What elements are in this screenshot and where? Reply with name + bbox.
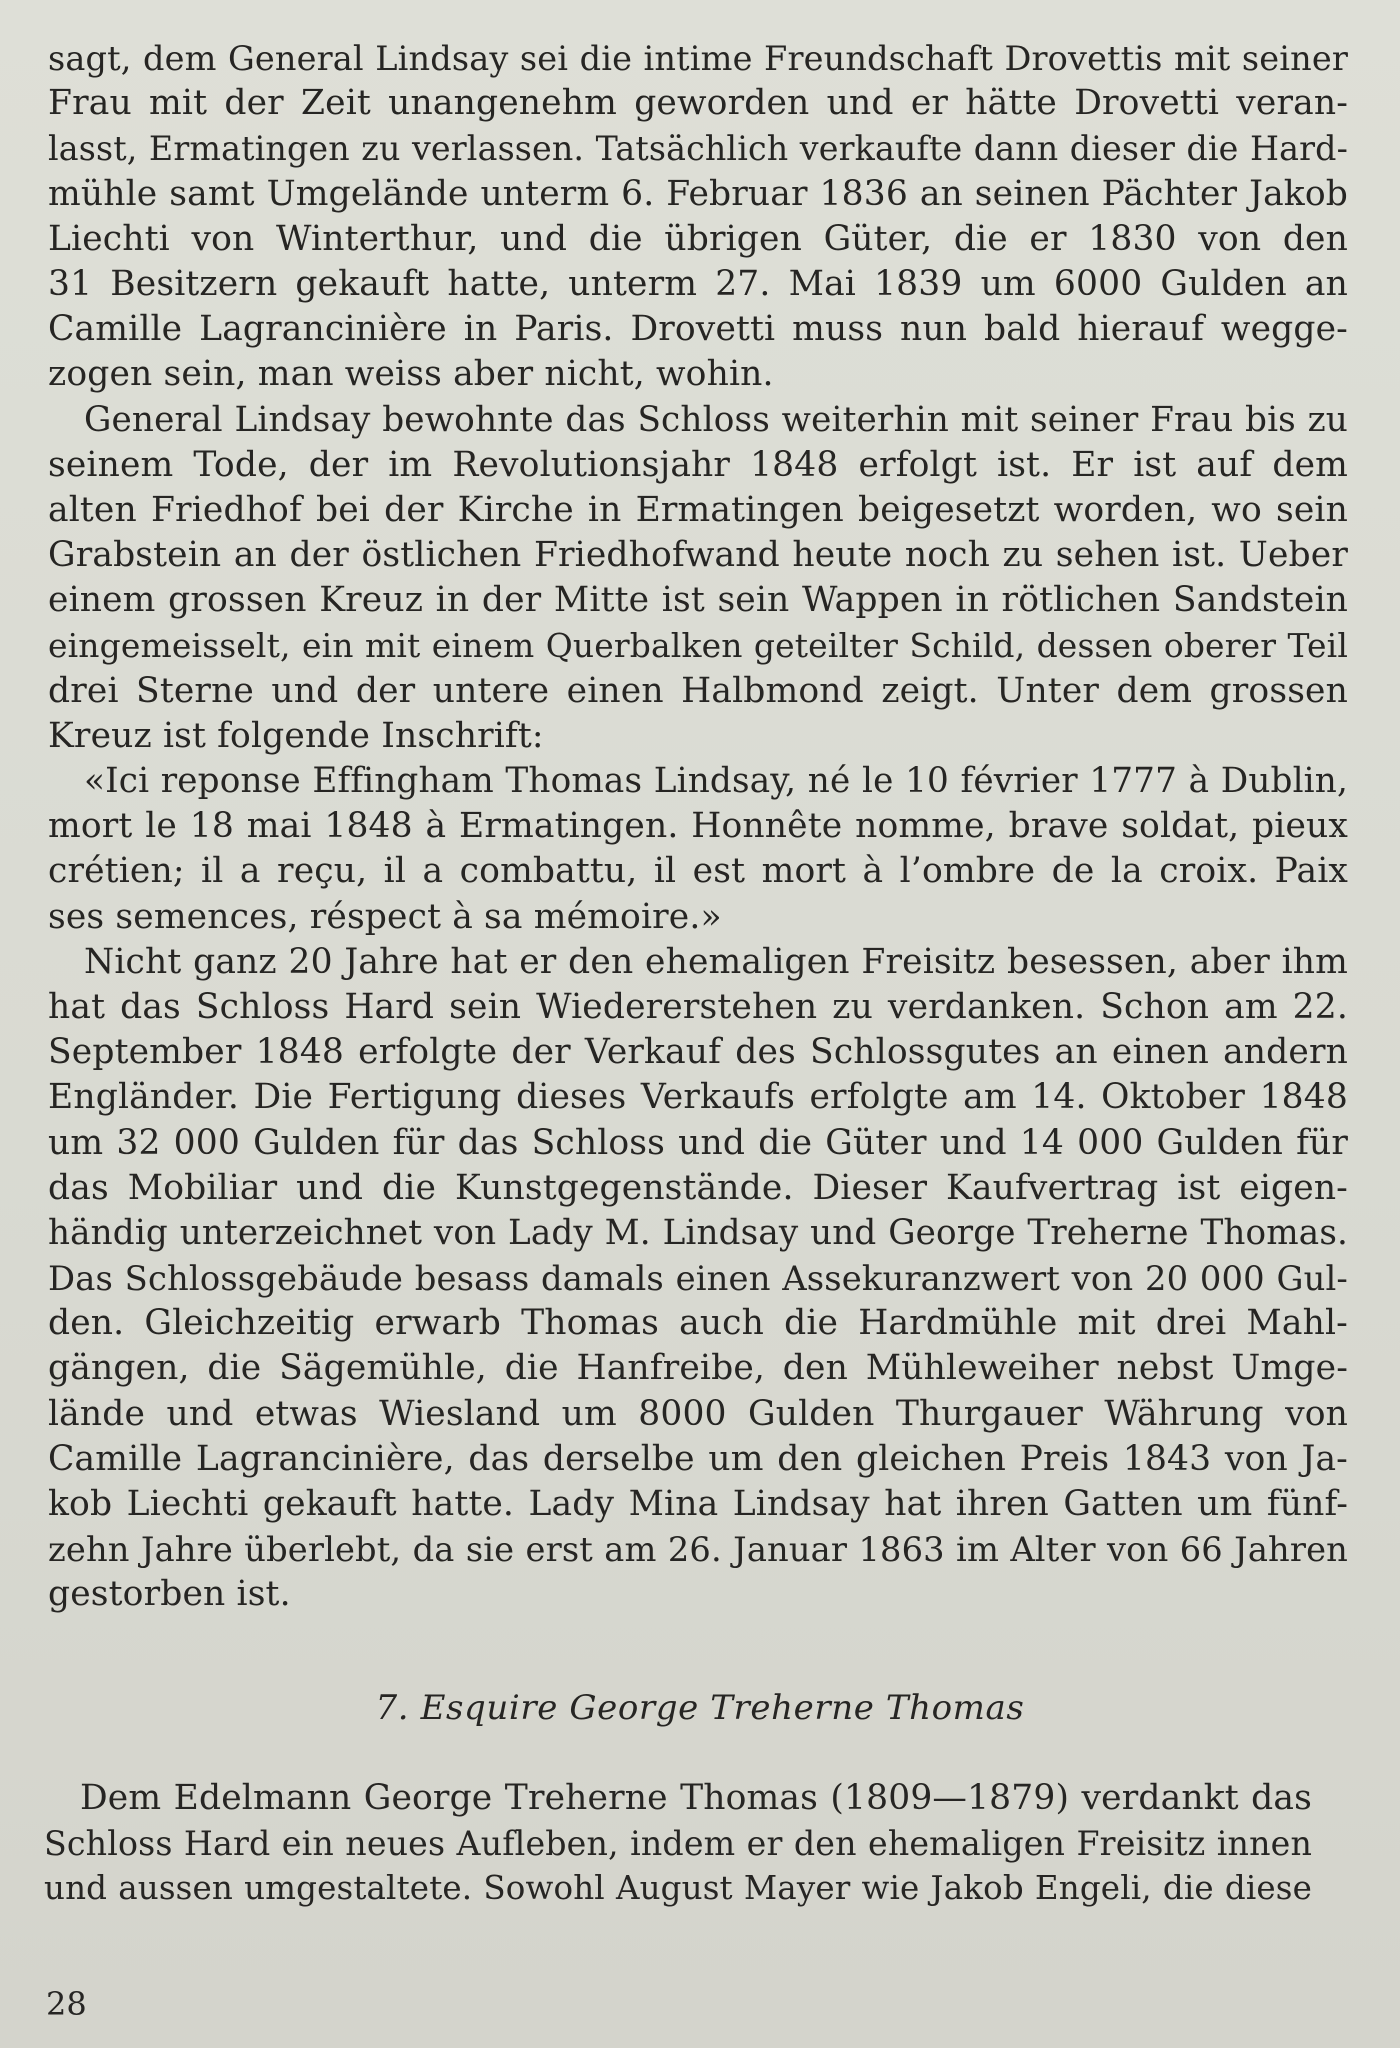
inscription-line: ses semences, réspect à sa mémoire.»: [48, 896, 722, 937]
text-line: Liechti von Winterthur, und die übrigen Güter, die er 1830 von den: [48, 218, 1348, 259]
text-line: händig unterzeichnet von Lady M. Lindsay und George Treherne Thomas.: [48, 1212, 1348, 1253]
text-line: um 32 000 Gulden für das Schloss und die Güter und 14 000 Gulden für: [48, 1122, 1348, 1163]
text-line: lände und etwas Wiesland um 8000 Gulden Thurgauer Währung von: [48, 1393, 1348, 1434]
page-number: 28: [46, 1985, 87, 2023]
text-line: lasst, Ermatingen zu verlassen. Tatsächlich verkaufte dann dieser die Hard-: [48, 129, 1348, 169]
inscription-line: crétien; il a reçu, il a combattu, il est mort à l’ombre de la croix. Paix: [48, 851, 1348, 892]
text-line: September 1848 erfolgte der Verkauf des Schlossgutes an einen andern: [48, 1032, 1348, 1073]
text-line: Kreuz ist folgende Inschrift:: [48, 715, 544, 756]
main-text: [48, 36, 1348, 1618]
text-line: sagt, dem General Lindsay sei die intime Freundschaft Drovettis mit seiner: [48, 39, 1348, 78]
text-line: Nicht ganz 20 Jahre hat er den ehemaligen Freisitz besessen, aber ihm: [84, 941, 1348, 982]
text-line: alten Friedhof bei der Kirche in Ermatingen beigesetzt worden, wo sein: [48, 489, 1348, 530]
section-text: [44, 1776, 1312, 1912]
text-line: Camille Lagrancinière, das derselbe um den gleichen Preis 1843 von Ja-: [48, 1438, 1348, 1479]
inscription-line: mort le 18 mai 1848 à Ermatingen. Honnête nomme, brave soldat, pieux: [48, 806, 1348, 847]
text-line: hat das Schloss Hard sein Wiedererstehen zu verdanken. Schon am 22.: [48, 986, 1348, 1027]
text-line: Schloss Hard ein neues Aufleben, indem er den ehemaligen Freisitz innen: [44, 1824, 1312, 1864]
text-line: seinem Tode, der im Revolutionsjahr 1848 erfolgt ist. Er ist auf dem: [48, 444, 1348, 485]
text-line: einem grossen Kreuz in der Mitte ist sein Wappen in rötlichen Sandstein: [48, 580, 1348, 621]
text-line: zogen sein, man weiss aber nicht, wohin.: [48, 354, 774, 395]
text-line: Camille Lagrancinière in Paris. Drovetti muss nun bald hierauf wegge-: [48, 309, 1348, 350]
text-line: Das Schlossgebäude besass damals einen Assekuranzwert von 20 000 Gul-: [48, 1259, 1348, 1299]
text-line: den. Gleichzeitig erwarb Thomas auch die Hardmühle mit drei Mahl-: [48, 1303, 1348, 1344]
section-heading: 7. Esquire George Treherne Thomas: [375, 1688, 1025, 1728]
text-line: gestorben ist.: [48, 1574, 291, 1615]
text-line: Grabstein an der östlichen Friedhofwand heute noch zu sehen ist. Ueber: [48, 535, 1348, 576]
text-line: mühle samt Umgelände unterm 6. Februar 1836 an seinen Pächter Jakob: [48, 173, 1348, 214]
inscription-line: «Ici reponse Effingham Thomas Lindsay, né le 10 février 1777 à Dublin,: [84, 761, 1348, 801]
text-line: das Mobiliar und die Kunstgegenstände. Dieser Kaufvertrag ist eigen-: [48, 1167, 1348, 1208]
text-line: und aussen umgestaltete. Sowohl August Mayer wie Jakob Engeli, die diese: [44, 1869, 1312, 1908]
text-line: zehn Jahre überlebt, da sie erst am 26. Januar 1863 im Alter von 66 Jahren: [48, 1530, 1348, 1570]
text-line: Frau mit der Zeit unangenehm geworden und er hätte Drovetti veran-: [48, 83, 1348, 124]
text-line: gängen, die Sägemühle, die Hanfreibe, den Mühleweiher nebst Umge-: [48, 1348, 1348, 1389]
text-line: kob Liechti gekauft hatte. Lady Mina Lindsay hat ihren Gatten um fünf-: [48, 1484, 1348, 1524]
text-line: drei Sterne und der untere einen Halbmond zeigt. Unter dem grossen: [48, 670, 1348, 711]
text-line: Dem Edelmann George Treherne Thomas (1809—1879) verdankt das: [80, 1778, 1312, 1818]
text-line: 31 Besitzern gekauft hatte, unterm 27. Mai 1839 um 6000 Gulden an: [48, 263, 1348, 304]
text-line: General Lindsay bewohnte das Schloss weiterhin mit seiner Frau bis zu: [84, 399, 1348, 440]
text-line: Engländer. Die Fertigung dieses Verkaufs erfolgte am 14. Oktober 1848: [48, 1077, 1348, 1118]
text-line: eingemeisselt, ein mit einem Querbalken geteilter Schild, dessen oberer Teil: [48, 626, 1348, 666]
